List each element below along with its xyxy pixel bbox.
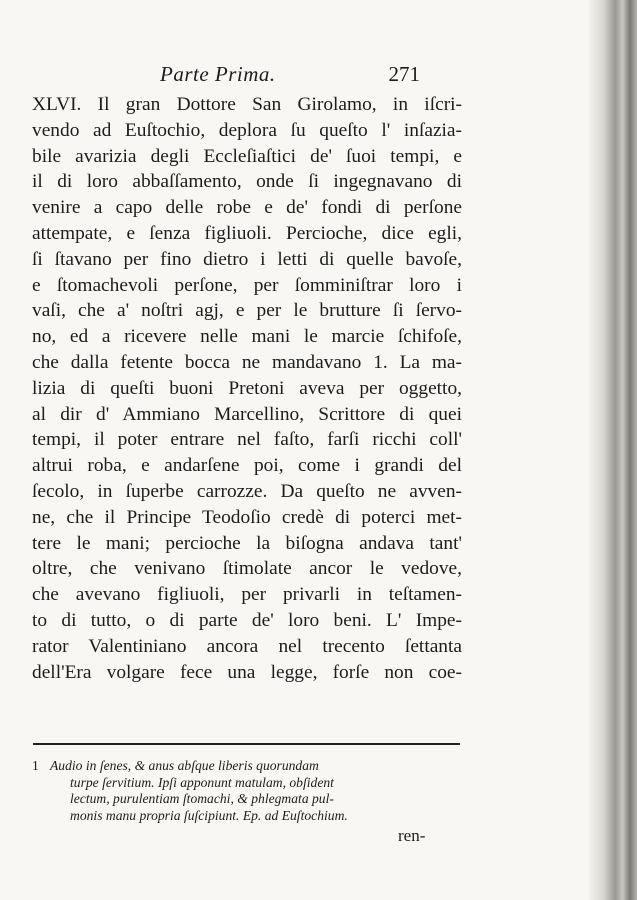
main-text: [32, 92, 462, 685]
text-line: to di tutto, o di parte de' loro beni. L' Impe-: [32, 609, 462, 631]
text-line: bile avarizia degli Eccleſiaſtici de' ſuoi tempi, e: [32, 145, 462, 167]
footnote-line: [32, 758, 462, 775]
text-line: tempi, il poter entrare nel faſto, farſi ricchi coll': [32, 429, 462, 451]
page-number: 271: [388, 62, 420, 86]
running-head: Parte Prima.: [160, 62, 276, 86]
text-line: dell'Era volgare fece una legge, forſe non coe-: [32, 661, 462, 683]
text-line: attempate, e ſenza figliuoli. Percioche, dice egli,: [32, 222, 462, 244]
catchword: ren-: [398, 826, 426, 845]
text-line: tere le mani; percioche la biſogna andava tant': [32, 532, 462, 554]
text-line: ſi ſtavano per fino dietro i letti di quelle bavoſe,: [32, 248, 462, 270]
footnote-text: Audio in ſenes, & anus abſque liberis quorundam: [50, 758, 319, 773]
text-line: rator Valentiniano ancora nel trecento ſettanta: [32, 635, 462, 657]
text-line: oltre, che venivano ſtimolate ancor le vedove,: [32, 558, 462, 580]
text-line: che avevano figliuoli, per privarli in teſtamen-: [32, 584, 462, 606]
text-line: XLVI. Il gran Dottore San Girolamo, in iſcri-: [32, 94, 462, 115]
text-line: che dalla fetente bocca ne mandavano 1. La ma-: [32, 351, 462, 373]
text-line: no, ed a ricevere nelle mani le marcie ſchifoſe,: [32, 326, 462, 348]
footnote-rule: [33, 743, 460, 745]
text-line: ſecolo, in ſuperbe carrozze. Da queſto ne avven-: [32, 480, 462, 502]
page-header: [160, 62, 420, 88]
footnote-line: monis manu propria ſuſcipiunt. Ep. ad Euſtochium.: [70, 807, 348, 823]
footnote-line: lectum, purulentiam ſtomachi, & phlegmata pul-: [70, 791, 334, 806]
text-line: al dir d' Ammiano Marcellino, Scrittore di quei: [32, 403, 462, 425]
text-line: lizia di queſti buoni Pretoni aveva per oggetto,: [32, 377, 462, 399]
text-line: altrui roba, e andarſene poi, come i grandi del: [32, 455, 462, 477]
page-gutter-shadow: [589, 0, 637, 900]
text-line: venire a capo delle robe e de' fondi di perſone: [32, 197, 462, 219]
footnote-block: [32, 758, 462, 824]
footnote-line: turpe ſervitium. Ipſi apponunt matulam, obſident: [70, 774, 334, 790]
footnote-number: 1: [32, 758, 39, 773]
text-line: ne, che il Principe Teodoſio credè di poterci met-: [32, 506, 462, 528]
text-line: il di loro abbaſſamento, onde ſi ingegnavano di: [32, 171, 462, 193]
text-line: vaſi, che a' noſtri agj, e per le brutture ſi ſervo-: [32, 300, 462, 322]
text-line: e ſtomachevoli perſone, per ſomminiſtrar loro i: [32, 274, 462, 296]
text-line: vendo ad Euſtochio, deplora ſu queſto l' inſazia-: [32, 119, 462, 141]
